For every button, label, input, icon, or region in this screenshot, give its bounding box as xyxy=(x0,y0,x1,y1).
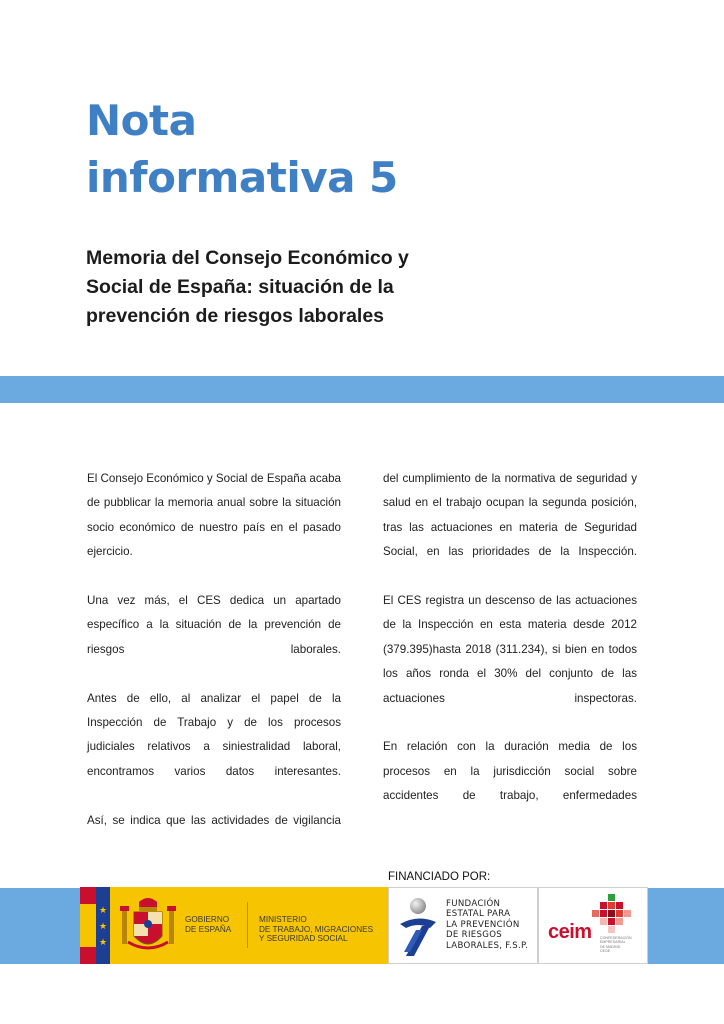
fundacion-logo-icon xyxy=(396,896,444,958)
gobierno-label xyxy=(185,915,231,934)
paragraph: Antes de ello, al analizar el papel de la Inspección de Trabajo y de los procesos judiciales relativos a siniestralidad laboral, encontramos varios datos interesantes. xyxy=(87,691,341,778)
fundacion-line-1: FUNDACIÓN xyxy=(446,899,501,909)
eu-star-icon: ★ xyxy=(99,921,108,931)
paragraph: del cumplimiento de la normativa de seguridad y salud en el trabajo ocupan la segunda posición, tras las actuaciones en materia de Seguridad Social, en las prioridades de la Inspección. xyxy=(383,472,637,559)
gobierno-line-1: GOBIERNO xyxy=(185,915,230,924)
eu-star-icon: ★ xyxy=(99,937,108,947)
ceim-small-line-4: CEOE xyxy=(600,949,611,954)
ministerio-line-3: Y SEGURIDAD SOCIAL xyxy=(259,934,348,943)
ministerio-line-1: MINISTERIO xyxy=(259,915,307,924)
ceim-small-line-1: CONFEDERACIÓN xyxy=(600,936,632,940)
subtitle-line-3: prevención de riesgos laborales xyxy=(86,305,385,327)
subtitle xyxy=(86,244,466,331)
fundacion-label xyxy=(446,899,528,951)
ceim-small-line-3: DE MADRID xyxy=(600,944,621,949)
ceim-squares-icon xyxy=(592,894,632,934)
gobierno-line-2: DE ESPAÑA xyxy=(185,924,232,934)
subtitle-line-1: Memoria del Consejo Económico y xyxy=(86,247,409,269)
eu-star-icon: ★ xyxy=(99,905,108,915)
divider xyxy=(247,902,248,948)
paragraph: Una vez más, el CES dedica un apartado específico a la situación de la prevención de riesgos laborales. xyxy=(87,594,341,656)
ministerio-label xyxy=(259,915,373,944)
title-line-1: Nota xyxy=(86,96,197,145)
coat-of-arms-icon xyxy=(120,896,176,956)
page-title xyxy=(86,92,646,206)
ceim-small-line-2: EMPRESARIAL xyxy=(600,940,626,945)
ceim-subtitle xyxy=(600,936,632,954)
fundacion-line-5: LABORALES, F.S.P. xyxy=(446,940,529,951)
header-divider-band xyxy=(0,376,724,403)
body-column-left xyxy=(87,467,341,857)
paragraph: El CES registra un descenso de las actuaciones de la Inspección en esta materia desde 2012 (379.395)hasta 2018 (311.234), si bien en todos los años ronda el 30% del conjunto de las actuaciones inspectoras. xyxy=(383,594,637,705)
spain-flag-strip xyxy=(80,887,96,964)
title-line-2: informativa 5 xyxy=(86,153,398,202)
ministerio-line-2: DE TRABAJO, MIGRACIONES xyxy=(259,924,374,934)
paragraph: El Consejo Económico y Social de España acaba de pubblicar la memoria anual sobre la situación socio económico de nuestro país en el pasado ejercicio. xyxy=(87,472,341,559)
paragraph: Así, se indica que las actividades de vigilancia xyxy=(87,813,341,827)
fundacion-line-2: ESTATAL PARA xyxy=(446,909,511,920)
fundacion-line-3: LA PREVENCIÓN xyxy=(446,919,520,930)
fundacion-line-4: DE RIESGOS xyxy=(446,930,503,941)
ceim-logo-text: ceim xyxy=(548,921,592,943)
paragraph: En relación con la duración media de los procesos en la jurisdicción social sobre accidentes de trabajo, enfermedades xyxy=(383,740,637,803)
subtitle-line-2: Social de España: situación de la xyxy=(86,276,394,298)
funded-by-label: FINANCIADO POR: xyxy=(388,871,491,883)
body-column-right xyxy=(383,467,637,833)
